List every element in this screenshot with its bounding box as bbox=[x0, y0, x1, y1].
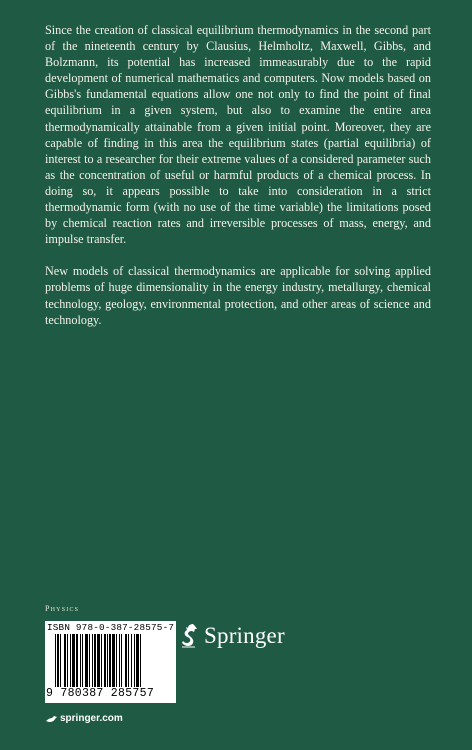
barcode-bar bbox=[131, 634, 132, 690]
barcode-bar bbox=[92, 634, 93, 690]
barcode-bars bbox=[55, 634, 172, 690]
barcode-bar bbox=[101, 634, 102, 690]
barcode-bar bbox=[82, 634, 83, 690]
barcode-bar bbox=[55, 634, 56, 690]
barcode-bar bbox=[76, 634, 78, 690]
barcode-bar bbox=[140, 634, 141, 690]
isbn-number: ISBN 978-0-387-28575-7 bbox=[47, 622, 175, 633]
barcode-bar bbox=[134, 634, 135, 690]
springer-horse-icon bbox=[179, 622, 199, 650]
barcode-bar bbox=[57, 634, 59, 690]
ean-digits: 9 780387 285757 bbox=[46, 687, 155, 700]
barcode-bar bbox=[70, 634, 71, 690]
barcode-bar bbox=[104, 634, 106, 690]
publisher-name: Springer bbox=[204, 623, 285, 648]
barcode-bar bbox=[97, 634, 100, 690]
description-paragraph-1: Since the creation of classical equilibrium thermodynamics in the second part of the nineteenth century by Clausius, Helmholtz, Maxwell, Gibbs, and Bolzmann, its potential has increased immeasurably due to the rapid development of numerical mathematics and computers. Now models based on Gibbs's fundamental equations allow one not only to find the point of final equilibrium in a given system, but also to examine the entire area thermodynamically attainable from a given initial point. Moreover, they are capable of finding in this area the equilibrium states (partial equilibria) of interest to a researcher for their extreme values of a considered parameter such as the concentration of useful or harmful products of a chemical process. In doing so, it appears possible to take into consideration in a strict thermodynamic form (with no use of the time variable) the limitations posed by chemical reaction rates and irreversible processes of mass, energy, and impulse transfer. bbox=[45, 23, 431, 247]
springer-small-horse-icon bbox=[45, 714, 58, 723]
website-url: springer.com bbox=[60, 713, 123, 724]
barcode-bar bbox=[89, 634, 90, 690]
barcode-bar bbox=[125, 634, 127, 690]
subject-category: Physics bbox=[45, 604, 80, 613]
barcode-bar bbox=[136, 634, 139, 690]
barcode-bar bbox=[72, 634, 75, 690]
description-paragraph-2: New models of classical thermodynamics are applicable for solving applied problems of huge dimensionality in the energy industry, metallurgy, chemical technology, geology, environmental protection, and other areas of science and technology. bbox=[45, 264, 431, 327]
barcode-bar bbox=[60, 634, 61, 690]
barcode-bar bbox=[80, 634, 81, 690]
barcode-bar bbox=[116, 634, 117, 690]
barcode-bar bbox=[128, 634, 129, 690]
barcode-bar bbox=[94, 634, 96, 690]
barcode-bar bbox=[119, 634, 120, 690]
barcode-bar bbox=[67, 634, 68, 690]
publisher-logo bbox=[179, 622, 285, 650]
barcode-bar bbox=[121, 634, 122, 690]
barcode-bar bbox=[112, 634, 115, 690]
barcode-bar bbox=[109, 634, 111, 690]
isbn-barcode bbox=[45, 621, 176, 703]
description-text bbox=[45, 22, 431, 328]
barcode-bar bbox=[64, 634, 66, 690]
publisher-website[interactable] bbox=[45, 713, 123, 724]
barcode-bar bbox=[85, 634, 88, 690]
barcode-bar bbox=[107, 634, 108, 690]
